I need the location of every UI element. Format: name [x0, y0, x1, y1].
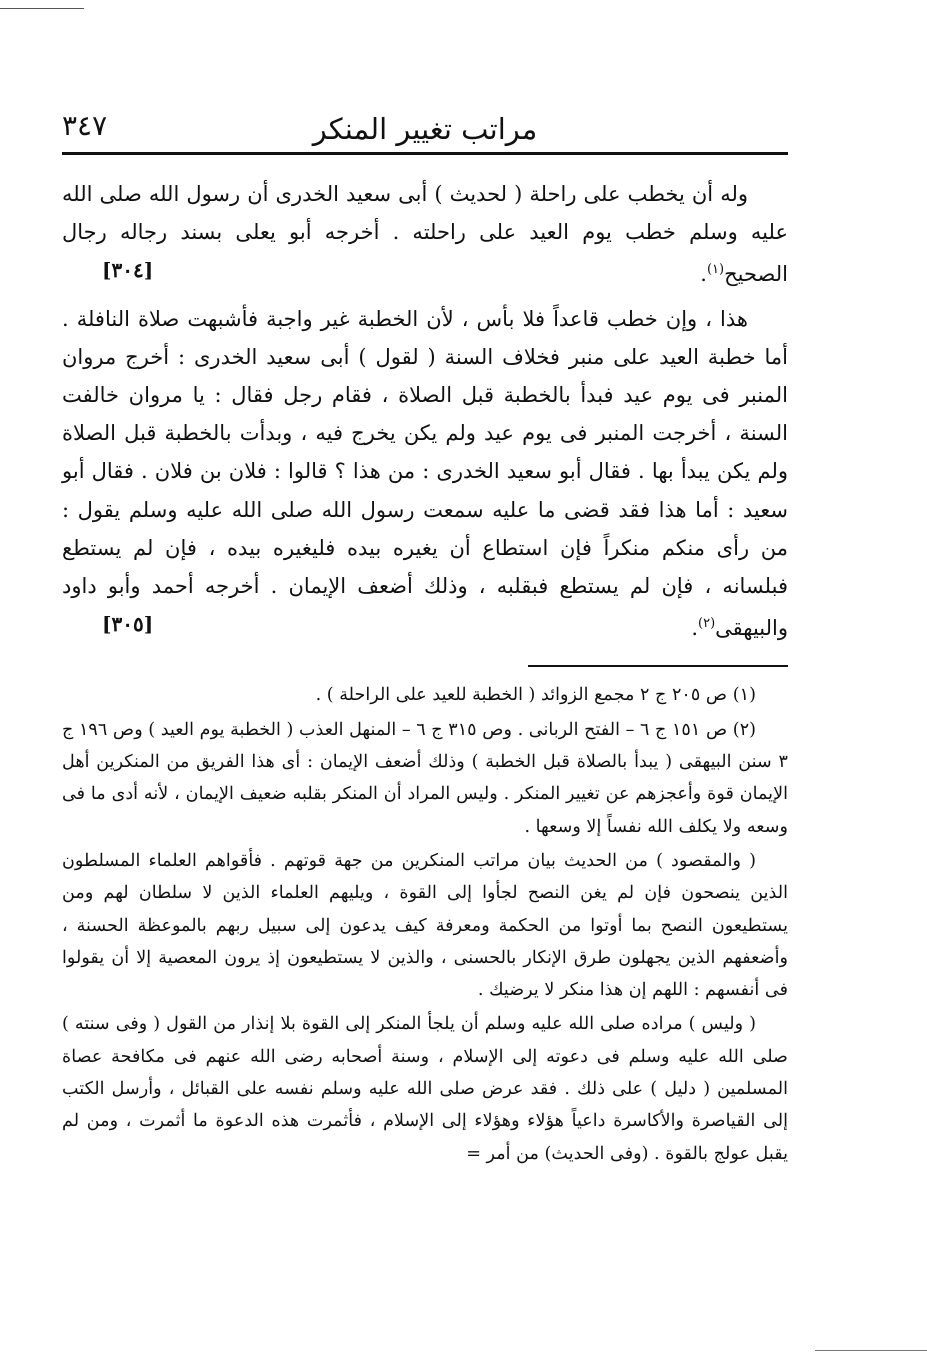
- paragraph-2: [62, 300, 788, 648]
- header-rule: [62, 152, 788, 155]
- paragraph-1: [62, 175, 788, 294]
- page-number: ٣٤٧: [62, 109, 108, 142]
- footnote-separator: [528, 665, 788, 667]
- paragraph-1-end: .: [700, 262, 707, 287]
- paragraph-2-text: هذا ، وإن خطب قاعداً فلا بأس ، لأن الخطبة غير واجبة فأشبهت صلاة النافلة . أما خطبة العيد على منبر فخلاف السنة ( لقول ) أبى سعيد الخدرى : أخرج مروان المنبر فى يوم عيد فبدأ بالخطبة قبل الصلاة ، فقام رجل فقال : يا مروان خالفت السنة ، أخرجت المنبر فى يوم عيد ولم يكن يخرج فيه ، وبدأت بالخطبة قبل الصلاة ولم يكن يبدأ بها . فقال أبو سعيد الخدرى : من هذا ؟ قالوا : فلان بن فلان . فقال أبو سعيد : أما هذا فقد قضى ما عليه سمعت رسول الله صلى الله عليه وسلم يقول : من رأى منكم منكراً فإن استطاع أن يغيره بيده فليغيره بيده ، فإن لم يستطع فبلسانه ، فإن لم يستطع فبقلبه ، وذلك أضعف الإيمان . أخرجه أحمد وأبو داود والبيهقى: [62, 306, 788, 641]
- hadith-number-304: [٣٠٤]: [102, 258, 154, 283]
- corner-rule-top-left: [0, 8, 84, 9]
- main-text: [62, 175, 788, 647]
- footnote-commentary-1: ( والمقصود ) من الحديث بيان مراتب المنكرين من جهة قوتهم . فأقواهم العلماء المسلطون الذين ينصحون فإن لم يغن النصح لجأوا إلى القوة ، ويليهم العلماء الذين لا سلطان لهم ومن يستطيعون النصح بما أوتوا من الحكمة ومعرفة كيف يدعون إلى سبيل ربهم بالموعظة الحسنة ، وأضعفهم الذين يجهلون طرق الإنكار بالحسنى ، والذين لا يستطيعون إذ يرون المعصية إلا أن يقولوا فى أنفسهم : اللهم إن هذا منكر لا يرضيك .: [62, 850, 788, 1001]
- paragraph-2-end: .: [691, 616, 698, 641]
- footnote-commentary-2: ( وليس ) مراده صلى الله عليه وسلم أن يلجأ المنكر إلى القوة بلا إنذار من القول ( وفى سنته ) صلى الله عليه وسلم فى دعوته إلى الإسلام ، وسنة أصحابه رضى الله عنهم فى مكافحة عصاة المسلمين ( دليل ) على ذلك . فقد عرض صلى الله عليه وسلم نفسه على القبائل ، وأرسل الكتب إلى القياصرة والأكاسرة داعياً هؤلاء وهؤلاء إلى الإسلام ، فأثمرت هذه الدعوة ما أثمرت ، ومن لم يقبل عولج بالقوة . (وفى الحديث) من أمر =: [62, 1014, 788, 1164]
- book-page: [62, 92, 788, 1332]
- footnote-1: (١) ص ٢٠٥ ج ٢ مجمع الزوائد ( الخطبة للعيد على الراحلة ) .: [315, 685, 756, 706]
- footnote-marker-2: (٢): [698, 616, 716, 632]
- footnote-2: (٢) ص ١٥١ ج ٦ – الفتح الربانى . وص ٣١٥ ج ٦ – المنهل العذب ( الخطبة يوم العيد ) وص ١٩٦ ج ٣ سنن البيهقى ( يبدأ بالصلاة قبل الخطبة ) وذلك أضعف الإيمان : أى هذا الفريق من المنكرين أهل الإيمان قوة وأعجزهم عن تغيير المنكر . وليس المراد أن المنكر بقلبه ضعيف الإيمان ، لأنه أدى ما فى وسعه ولا يكلف الله نفساً إلا وسعها .: [62, 719, 788, 837]
- page-header: [62, 92, 788, 144]
- footnotes: [62, 679, 788, 1169]
- running-title: مراتب تغيير المنكر: [312, 112, 538, 146]
- corner-rule-bottom-right: [815, 1350, 927, 1351]
- paragraph-1-text: وله أن يخطب على راحلة ( لحديث ) أبى سعيد الخدرى أن رسول الله صلى الله عليه وسلم خطب يوم العيد على راحلته . أخرجه أبو يعلى بسند رجاله رجال الصحيح: [62, 182, 788, 287]
- hadith-number-305: [٣٠٥]: [102, 612, 154, 637]
- footnote-marker-1: (١): [706, 262, 725, 278]
